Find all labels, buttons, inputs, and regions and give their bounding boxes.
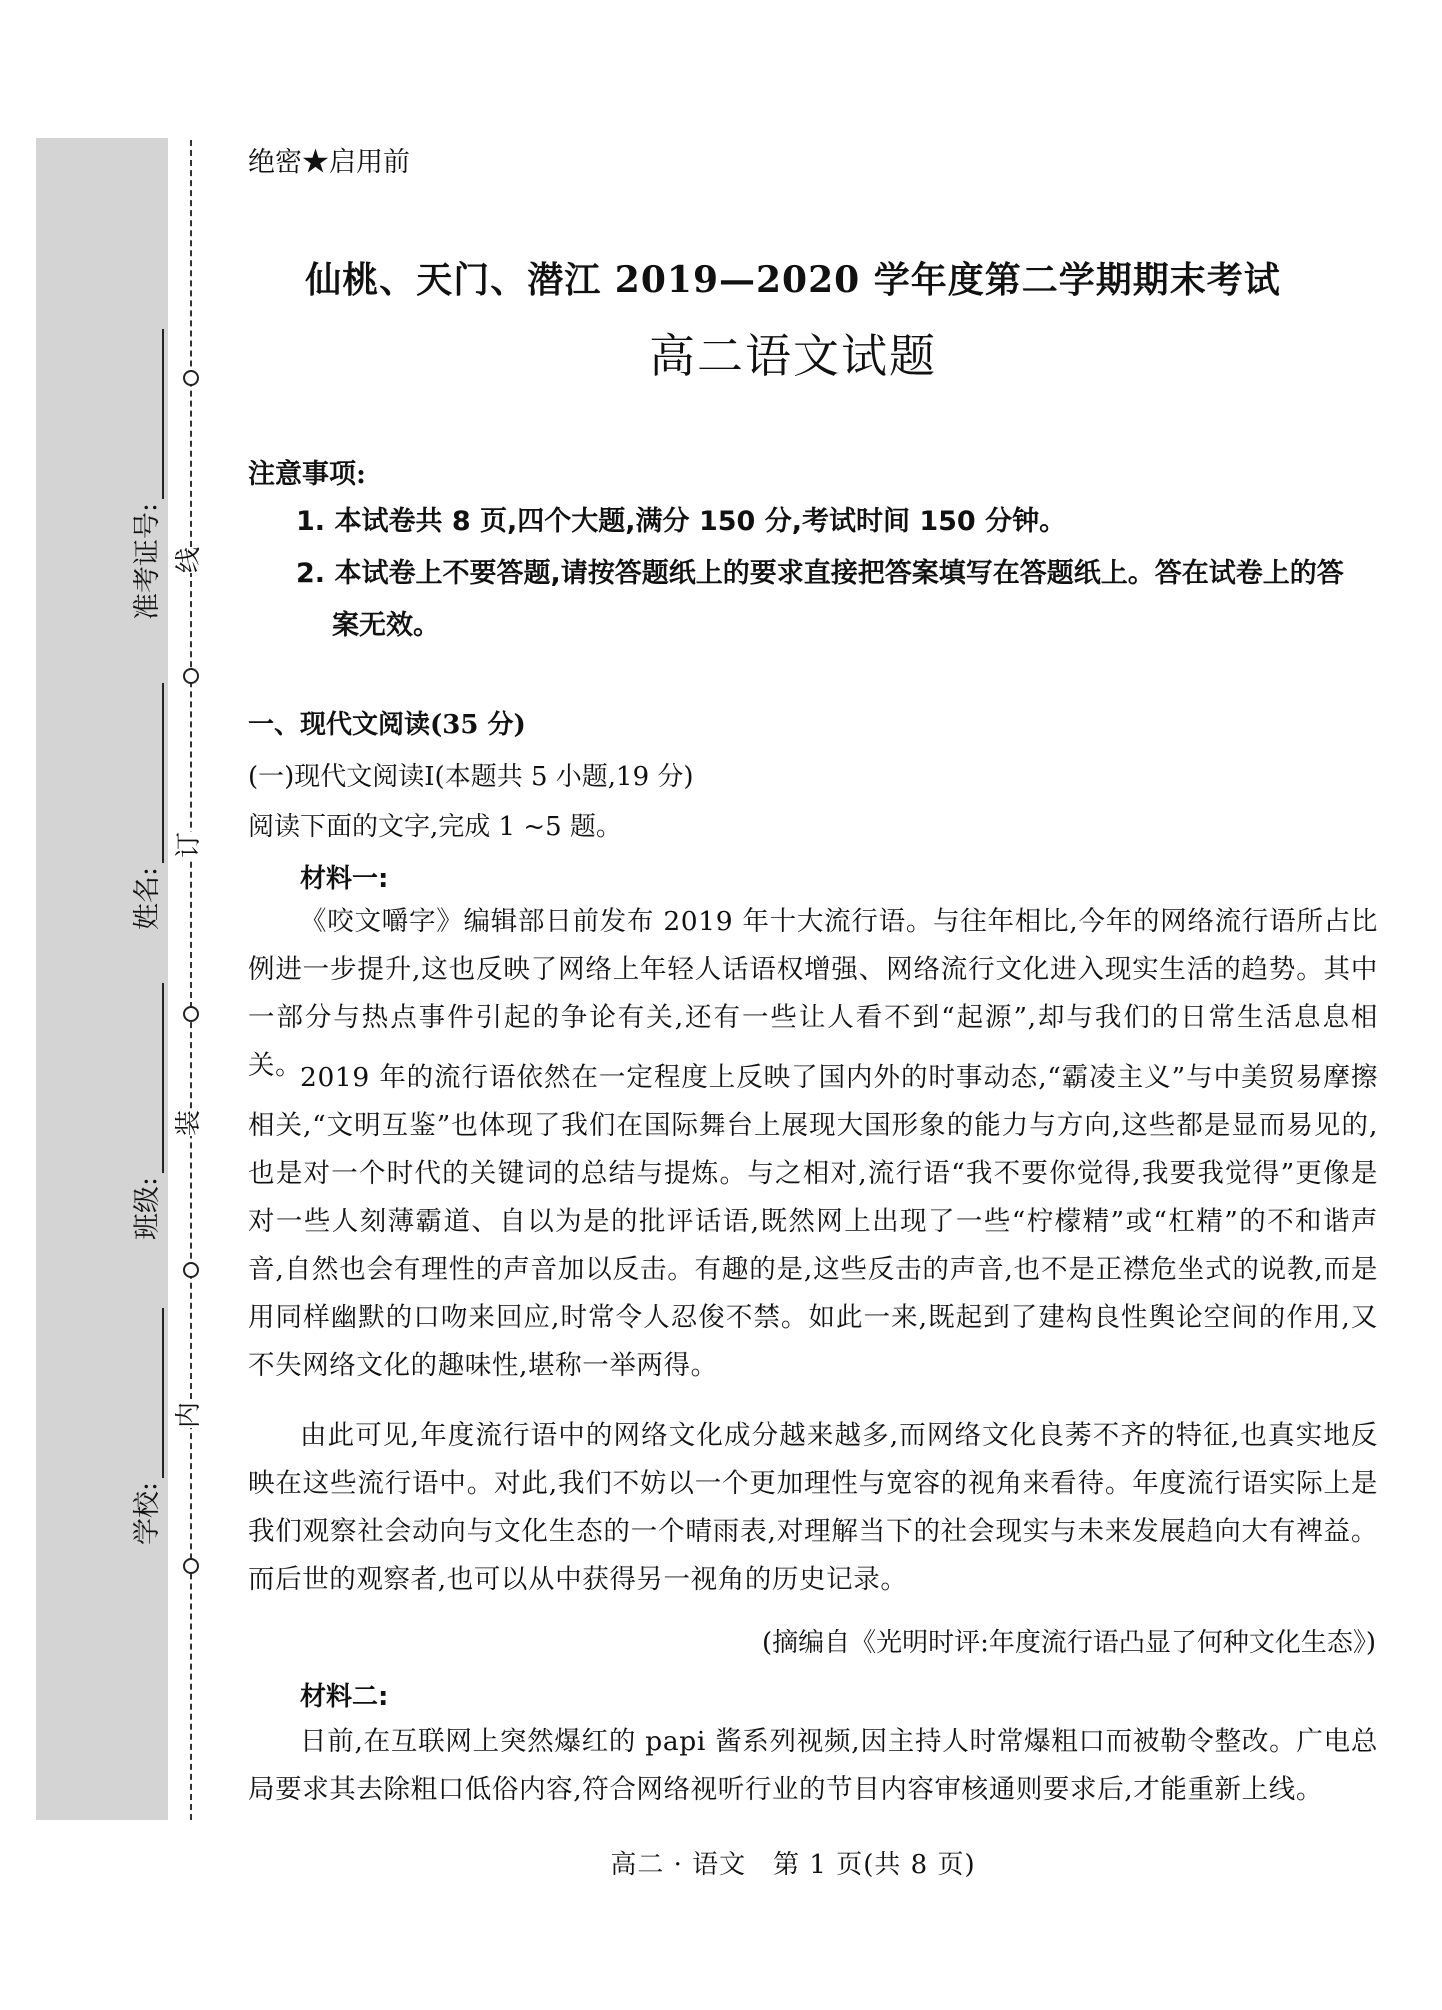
page-footer: 高二 · 语文 第 1 页(共 8 页): [610, 1850, 976, 1880]
instruction: 阅读下面的文字,完成 1 ~5 题。: [248, 812, 622, 842]
notice-item: 1. 本试卷共 8 页,四个大题,满分 150 分,考试时间 150 分钟。: [296, 506, 1067, 537]
confidential-label: 绝密★启用前: [248, 147, 410, 178]
paragraph: 由此可见,年度流行语中的网络文化成分越来越多,而网络文化良莠不齐的特征,也真实地反映在这些流行语中。对此,我们不妨以一个更加理性与宽容的视角来看待。年度流行语实际上是我们观察社会动向与文化生态的一个晴雨表,对理解当下的社会现实与未来发展趋向大有裨益。而后世的观察者,也可以从中获得另一视角的历史记录。: [248, 1420, 1378, 1595]
binding-char: 订: [174, 831, 205, 859]
exam-number-label: 准考证号:: [132, 502, 163, 620]
notice-heading: 注意事项:: [248, 459, 366, 490]
material-one-heading: 材料一:: [300, 864, 389, 894]
exam-title: 仙桃、天门、潜江 2019—2020 学年度第二学期期末考试: [305, 259, 1281, 301]
school-label: 学校:: [132, 1481, 163, 1545]
material-two-heading: 材料二:: [300, 1682, 389, 1712]
name-label: 姓名:: [132, 866, 163, 930]
section-title: 一、现代文阅读(35 分): [248, 710, 526, 740]
paragraph: 《咬文嚼字》编辑部日前发布 2019 年十大流行语。与往年相比,今年的网络流行语所占比例进一步提升,这也反映了网络上年轻人话语权增强、网络流行文化进入现实生活的趋势。其中一部分与热点事件引起的争论有关,还有一些让人看不到“起源”,却与我们的日常生活息息相关。: [248, 906, 1378, 1081]
subsection-title: (一)现代文阅读Ⅰ(本题共 5 小题,19 分): [248, 762, 694, 792]
notice-item-continuation: 案无效。: [332, 610, 440, 641]
exam-subtitle: 高二语文试题: [649, 329, 937, 383]
binding-char: 内: [174, 1401, 205, 1429]
binding-char: 线: [174, 546, 205, 574]
paragraph: 2019 年的流行语依然在一定程度上反映了国内外的时事动态,“霸凌主义”与中美贸易摩擦相关,“文明互鉴”也体现了我们在国际舞台上展现大国形象的能力与方向,这些都是显而易见的,也是对一个时代的关键词的总结与提炼。与之相对,流行语“我不要你觉得,我要我觉得”更像是对一些人刻薄霸道、自以为是的批评话语,既然网上出现了一些“柠檬精”或“杠精”的不和谐声音,自然也会有理性的声音加以反击。有趣的是,这些反击的声音,也不是正襟危坐式的说教,而是用同样幽默的口吻来回应,时常令人忍俊不禁。如此一来,既起到了建构良性舆论空间的作用,又不失网络文化的趣味性,堪称一举两得。: [248, 1062, 1378, 1381]
source-citation: (摘编自《光明时评:年度流行语凸显了何种文化生态》): [761, 1628, 1376, 1658]
notice-item-continued: [296, 596, 1376, 656]
paragraph: 日前,在互联网上突然爆红的 papi 酱系列视频,因主持人时常爆粗口而被勒令整改。广电总局要求其去除粗口低俗内容,符合网络视听行业的节目内容审核通则要求后,才能重新上线。: [248, 1726, 1378, 1805]
binding-char: 装: [174, 1109, 205, 1137]
notice-item: 2. 本试卷上不要答题,请按答题纸上的要求直接把答案填写在答题纸上。答在试卷上的答: [296, 558, 1344, 589]
class-label: 班级:: [132, 1176, 163, 1240]
